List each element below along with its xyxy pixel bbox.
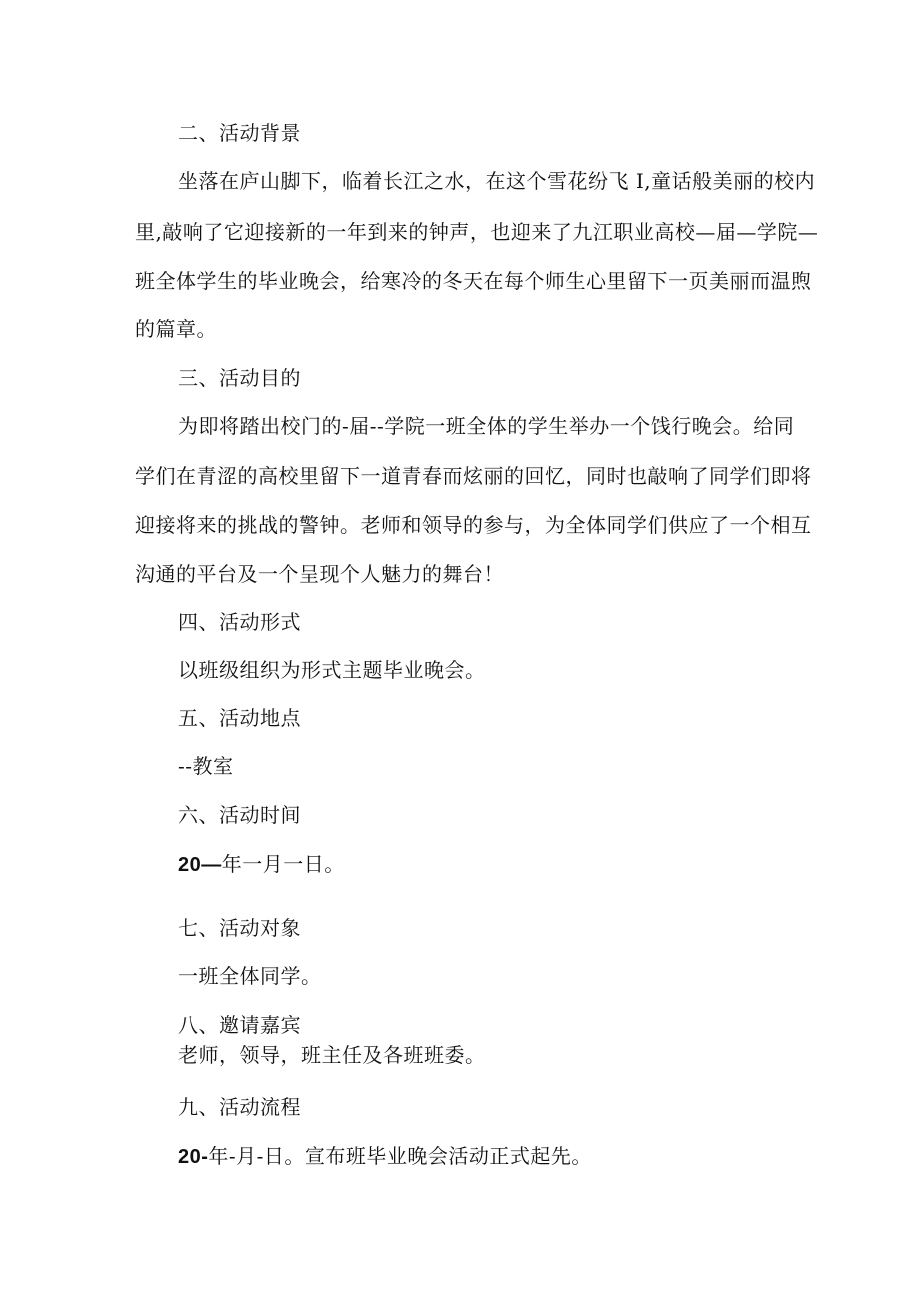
paragraph-line: 迎接将来的挑战的警钟。老师和领导的参与，为全体同学们供应了一个相互 xyxy=(135,513,812,537)
paragraph-line: 为即将踏出校门的-届--学院一班全体的学生举办一个饯行晚会。给同 xyxy=(178,414,795,438)
section-text-process xyxy=(178,1142,592,1171)
section-heading-audience: 七、活动对象 xyxy=(178,916,301,940)
section-heading-process: 九、活动流程 xyxy=(178,1095,301,1119)
section-heading-location: 五、活动地点 xyxy=(178,706,301,730)
paragraph-line: 学们在青涩的高校里留下一道青春而炫丽的回忆，同时也敲响了同学们即将 xyxy=(135,464,812,488)
paragraph-line: 沟通的平台及一个呈现个人魅力的舞台！ xyxy=(135,562,504,586)
section-heading-purpose: 三、活动目的 xyxy=(178,366,301,390)
section-text-audience: 一班全体同学。 xyxy=(178,964,322,988)
section-text-guests: 老师，领导，班主任及各班班委。 xyxy=(178,1043,486,1067)
section-heading-time: 六、活动时间 xyxy=(178,803,301,827)
paragraph-line: 班全体学生的毕业晚会，给寒冷的冬天在每个师生心里留下一页美丽而温煦 xyxy=(135,269,812,293)
date-rest: 年一月一日。 xyxy=(221,852,345,876)
section-heading-background: 二、活动背景 xyxy=(178,121,301,145)
section-heading-guests: 八、邀请嘉宾 xyxy=(178,1013,301,1037)
section-heading-form: 四、活动形式 xyxy=(178,610,301,634)
paragraph-line: 的篇章。 xyxy=(135,317,217,341)
date-rest: 年-月-日。宣布班毕业晚会活动正式起先。 xyxy=(208,1144,592,1168)
section-text-form: 以班级组织为形式主题毕业晚会。 xyxy=(178,658,486,682)
section-text-location: --教室 xyxy=(178,754,234,778)
date-year: 20- xyxy=(178,1146,209,1168)
section-text-time xyxy=(178,850,345,879)
paragraph-line: 里,敲响了它迎接新的一年到来的钟声，也迎来了九江职业高校—届—学院— xyxy=(135,220,819,244)
paragraph-line: 坐落在庐山脚下，临着长江之水，在这个雪花纷飞 I,童话般美丽的校内 xyxy=(178,169,816,193)
date-year: 20— xyxy=(178,854,222,876)
